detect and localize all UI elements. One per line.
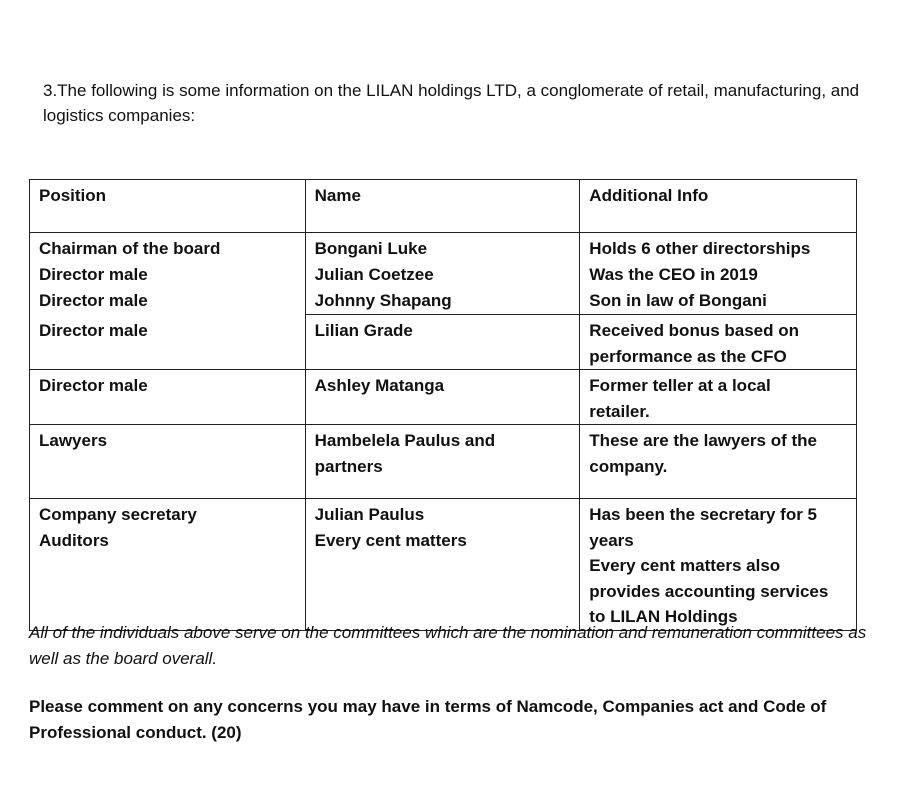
name-line: partners	[314, 456, 383, 476]
info-cell	[580, 288, 857, 315]
position-cell	[30, 262, 306, 288]
name-cell	[305, 315, 580, 370]
name-cell	[305, 233, 580, 262]
position-cell	[30, 499, 306, 631]
position-line: Chairman of the board	[39, 239, 221, 258]
info-line: company.	[589, 456, 668, 476]
company-info-table	[29, 179, 857, 631]
name-cell	[305, 370, 580, 425]
name-line: Lilian Grade	[314, 321, 413, 340]
table-row	[30, 233, 857, 262]
position-line: Lawyers	[39, 431, 108, 450]
name-line: Bongani Luke	[314, 239, 428, 258]
question-intro: 3.The following is some information on the LILAN holdings LTD, a conglomerate of retail, manufacturing, and logistics companies:	[43, 81, 860, 125]
info-cell	[580, 425, 857, 499]
info-line: retailer.	[589, 401, 650, 421]
table-row	[30, 370, 857, 425]
name-line: Julian Paulus	[314, 505, 425, 524]
info-line: to LILAN Holdings	[589, 607, 738, 626]
name-cell	[305, 499, 580, 631]
position-line: Auditors	[39, 530, 109, 550]
info-line: Holds 6 other directorships	[589, 239, 811, 258]
info-line: years	[589, 530, 634, 550]
header-name: Name	[305, 180, 580, 233]
position-cell	[30, 370, 306, 425]
table-header-row	[30, 180, 857, 233]
info-cell	[580, 370, 857, 425]
info-cell	[580, 315, 857, 370]
position-cell	[30, 425, 306, 499]
position-line: Company secretary	[39, 505, 197, 524]
question-prompt: Please comment on any concerns you may have in terms of Namcode, Companies act and Code of Professional conduct. (20)	[29, 697, 827, 742]
position-line: Director male	[39, 264, 148, 284]
committee-note: All of the individuals above serve on the committees which are the nomination and remuneration committees as well as the board overall.	[29, 623, 867, 668]
position-line: Director male	[39, 290, 148, 310]
name-line: Johnny Shapang	[314, 290, 452, 310]
position-cell	[30, 233, 306, 262]
name-cell	[305, 425, 580, 499]
name-line: Julian Coetzee	[314, 264, 434, 284]
info-line: performance as the CFO	[589, 346, 787, 366]
info-line: Son in law of Bongani	[589, 290, 767, 310]
info-line: Received bonus based on	[589, 321, 800, 340]
info-line: Every cent matters also	[589, 556, 781, 575]
info-line: Former teller at a local	[589, 376, 771, 395]
header-position: Position	[30, 180, 306, 233]
name-line: Every cent matters	[314, 530, 467, 550]
info-cell	[580, 233, 857, 262]
name-cell	[305, 288, 580, 315]
name-line: Hambelela Paulus and	[314, 431, 496, 450]
table-row	[30, 262, 857, 288]
position-line: Director male	[39, 320, 148, 340]
name-line: Ashley Matanga	[314, 376, 445, 395]
table-row	[30, 315, 857, 370]
position-cell	[30, 315, 306, 370]
name-cell	[305, 262, 580, 288]
info-line: These are the lawyers of the	[589, 431, 817, 450]
info-line: Has been the secretary for 5	[589, 505, 818, 524]
table-row	[30, 499, 857, 631]
table-row	[30, 288, 857, 315]
info-cell	[580, 262, 857, 288]
info-line: Was the CEO in 2019	[589, 264, 758, 284]
info-line: provides accounting services	[589, 581, 829, 601]
position-line: Director male	[39, 376, 148, 395]
table-row	[30, 425, 857, 499]
info-cell	[580, 499, 857, 631]
position-cell	[30, 288, 306, 315]
header-additional-info: Additional Info	[580, 180, 857, 233]
